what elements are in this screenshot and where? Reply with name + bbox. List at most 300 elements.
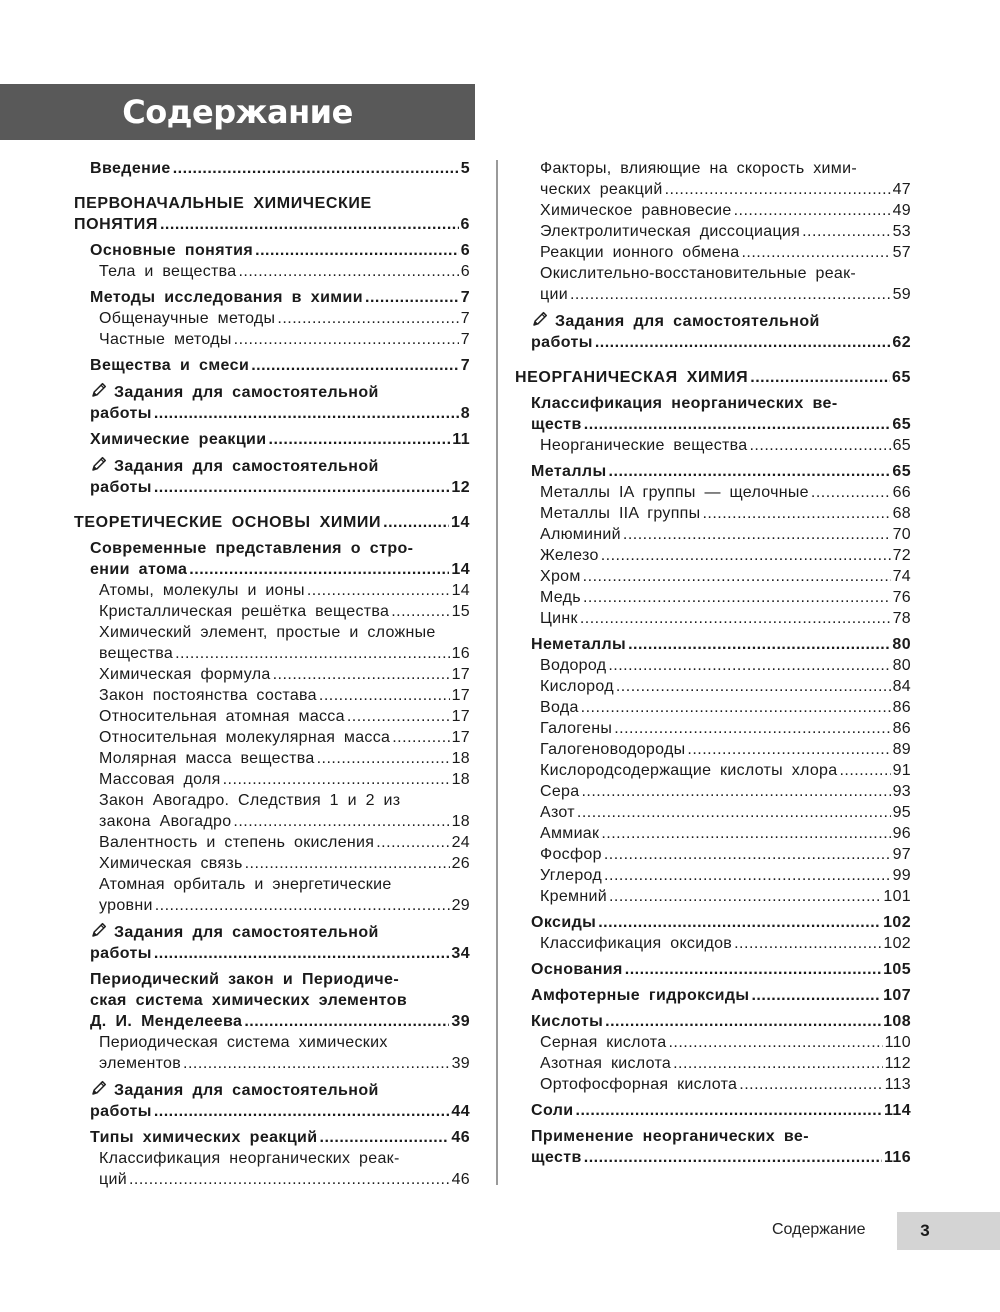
dot-leader — [741, 242, 890, 263]
toc-entry-title-wrap — [540, 676, 614, 697]
toc-entry-row — [540, 587, 911, 608]
toc-entry — [515, 802, 911, 823]
dot-leader — [223, 769, 450, 790]
toc-entry-title-wrap — [90, 287, 363, 308]
toc-entry-page: 7 — [460, 310, 470, 327]
dot-leader — [317, 748, 450, 769]
toc-entry-title: ществ — [531, 1149, 582, 1166]
toc-entry-title: работы — [90, 405, 152, 422]
dot-leader — [244, 1011, 449, 1032]
toc-entry — [74, 685, 470, 706]
toc-entry-title: ении атома — [90, 561, 188, 578]
toc-entry-page: 116 — [883, 1149, 911, 1166]
toc-entry-title: Медь — [540, 589, 581, 606]
toc-entry-title: Относительная атомная масса — [99, 708, 345, 725]
toc-entry-page: 80 — [892, 657, 911, 674]
toc-entry-title: Галогены — [540, 720, 613, 737]
toc-entry-row — [540, 739, 911, 760]
toc-entry-title-text: Задания для самостоятельной — [114, 1082, 379, 1099]
toc-entry-row — [531, 1100, 911, 1121]
toc-entry-title: Неметаллы — [531, 636, 627, 653]
toc-entry-page: 6 — [460, 263, 470, 280]
dot-leader — [668, 1032, 882, 1053]
toc-entry-title: Азот — [540, 804, 575, 821]
dot-leader — [160, 214, 459, 235]
toc-entry-title-wrap — [99, 601, 389, 622]
toc-entry-title: Сера — [540, 783, 580, 800]
toc-entry-title: Химическая связь — [99, 855, 243, 872]
toc-entry-title-line — [74, 193, 470, 214]
toc-entry-title: ческих реакций — [540, 181, 663, 198]
toc-entry-title-line — [90, 1079, 470, 1101]
toc-entry-title: Молярная масса вещества — [99, 750, 315, 767]
toc-entry — [515, 718, 911, 739]
toc-entry-title-text: Закон Авогадро. Следствия 1 и 2 из — [99, 792, 401, 809]
toc-entry-row — [531, 634, 911, 655]
dot-leader — [601, 545, 891, 566]
toc-entry-row — [540, 242, 911, 263]
toc-entry-page: 44 — [451, 1103, 470, 1120]
dot-leader — [277, 308, 458, 329]
toc-entry-title: работы — [90, 1103, 152, 1120]
toc-entry-page: 68 — [892, 505, 911, 522]
dot-leader — [307, 580, 450, 601]
toc-entry-page: 102 — [883, 935, 911, 952]
dot-leader — [608, 655, 890, 676]
dot-leader — [751, 985, 881, 1006]
toc-entry-page: 29 — [451, 897, 470, 914]
toc-entry-page: 6 — [460, 216, 470, 233]
toc-entry-title-line — [540, 263, 911, 284]
toc-entry-title-text: Факторы, влияющие на скорость хими- — [540, 160, 857, 177]
toc-entry — [515, 933, 911, 954]
toc-entry-row — [540, 435, 911, 456]
dot-leader — [233, 811, 449, 832]
toc-entry-page: 76 — [892, 589, 911, 606]
toc-entry-page: 86 — [892, 699, 911, 716]
toc-entry-title-line — [90, 969, 470, 990]
toc-entry-title: Д. И. Менделеева — [90, 1013, 243, 1030]
toc-entry-title: Электролитическая диссоциация — [540, 223, 801, 240]
toc-entry-title: элементов — [99, 1055, 182, 1072]
dot-leader — [383, 512, 449, 533]
toc-entry-title: Основания — [531, 961, 623, 978]
toc-entry-page: 62 — [892, 334, 911, 351]
dot-leader — [811, 482, 891, 503]
toc-entry-title-line — [99, 874, 470, 895]
toc-entry-row — [90, 429, 470, 450]
toc-entry-page: 65 — [892, 416, 911, 433]
toc-entry — [515, 566, 911, 587]
dot-leader — [625, 959, 881, 980]
toc-entry-title-wrap — [540, 566, 581, 587]
toc-entry-row — [74, 214, 470, 235]
dot-leader — [601, 823, 890, 844]
toc-entry-title-wrap — [90, 403, 152, 424]
page-number-box — [897, 1212, 1000, 1250]
toc-entry-title-wrap — [99, 643, 173, 664]
toc-entry-row — [99, 685, 470, 706]
toc-entry-title-wrap — [531, 959, 623, 980]
toc-entry-page: 112 — [884, 1055, 911, 1072]
toc-entry-title-wrap — [531, 1147, 582, 1168]
toc-entry-title-line — [531, 393, 911, 414]
toc-entry-page: 65 — [892, 437, 911, 454]
toc-entry-title-text: Периодическая система химических — [99, 1034, 388, 1051]
toc-entry-title: Вещества и смеси — [90, 357, 250, 374]
toc-entry-page: 78 — [892, 610, 911, 627]
toc-entry-page: 97 — [892, 846, 911, 863]
toc-entry-page: 18 — [451, 771, 470, 788]
toc-entry-title-line — [99, 622, 470, 643]
dot-leader — [581, 697, 891, 718]
toc-entry-title-wrap — [531, 1011, 603, 1032]
toc-entry-title-wrap — [99, 769, 221, 790]
toc-entry-page: 65 — [892, 369, 911, 386]
toc-entry-title: Химическая формула — [99, 666, 271, 683]
toc-entry-row — [90, 355, 470, 376]
toc-entry-title-text: Классификация неорганических ве- — [531, 395, 838, 412]
toc-entry-row — [540, 886, 911, 907]
toc-entry-page: 46 — [451, 1171, 470, 1188]
toc-entry-title: Относительная молекулярная масса — [99, 729, 391, 746]
toc-entry-title-wrap — [540, 587, 581, 608]
toc-entry-title: Фосфор — [540, 846, 602, 863]
page-title: Содержание — [0, 84, 475, 140]
toc-entry — [515, 524, 911, 545]
toc-entry-page: 102 — [883, 914, 911, 931]
dot-leader — [154, 477, 450, 498]
toc-entry-row — [540, 200, 911, 221]
toc-entry-title: ТЕОРЕТИЧЕСКИЕ ОСНОВЫ ХИМИИ — [74, 514, 382, 531]
dot-leader — [365, 287, 459, 308]
toc-entry — [515, 200, 911, 221]
toc-entry-page: 11 — [452, 431, 470, 448]
toc-entry-title-text: Применение неорганических ве- — [531, 1128, 809, 1145]
toc-entry-title-wrap — [99, 1053, 181, 1074]
toc-entry-row — [515, 367, 911, 388]
toc-entry — [74, 240, 470, 261]
dot-leader — [269, 429, 451, 450]
toc-entry-title: ществ — [531, 416, 582, 433]
toc-entry-page: 101 — [883, 888, 911, 905]
toc-entry-title: Кислородсодержащие кислоты хлора — [540, 762, 838, 779]
toc-entry-row — [531, 1011, 911, 1032]
toc-entry-title-wrap — [99, 664, 271, 685]
toc-entry-row — [99, 601, 470, 622]
dot-leader — [154, 943, 450, 964]
toc-entry-page: 17 — [451, 666, 470, 683]
dot-leader — [320, 1127, 450, 1148]
toc-entry-title: Типы химических реакций — [90, 1129, 318, 1146]
toc-entry-title: ПОНЯТИЯ — [74, 216, 158, 233]
dot-leader — [319, 685, 450, 706]
dot-leader — [665, 179, 891, 200]
toc-entry-row — [540, 1053, 911, 1074]
toc-entry-title: Основные понятия — [90, 242, 254, 259]
toc-entry-row — [99, 643, 470, 664]
toc-entry-title-wrap — [540, 200, 732, 221]
toc-entry-title-wrap — [540, 284, 568, 305]
toc-entry-row — [540, 781, 911, 802]
toc-entry-title: Введение — [90, 160, 171, 177]
toc-entry-title-line — [90, 455, 470, 477]
toc-entry — [74, 790, 470, 832]
toc-entry — [515, 221, 911, 242]
toc-entry-title: Кремний — [540, 888, 607, 905]
toc-entry-row — [540, 865, 911, 886]
toc-entry-title-wrap — [90, 355, 249, 376]
toc-entry-title-wrap — [99, 853, 243, 874]
dot-leader — [595, 332, 891, 353]
toc-entry-title-wrap — [99, 895, 153, 916]
toc-entry-title-text: Классификация неорганических реак- — [99, 1150, 400, 1167]
toc-entry-title: Водород — [540, 657, 607, 674]
toc-entry-title: Углерод — [540, 867, 603, 884]
toc-entry-title-text: Атомная орбиталь и энергетические — [99, 876, 392, 893]
toc-entry-row — [540, 844, 911, 865]
toc-entry-page: 96 — [892, 825, 911, 842]
dot-leader — [616, 676, 891, 697]
toc-entry-title-text: Современные представления о стро- — [90, 540, 414, 557]
toc-entry-title-wrap — [99, 706, 345, 727]
toc-entry-row — [99, 1169, 470, 1190]
toc-entry — [515, 912, 911, 933]
dot-leader — [628, 634, 890, 655]
dot-leader — [183, 1053, 450, 1074]
dot-leader — [347, 706, 450, 727]
toc-entry-title-wrap — [99, 811, 231, 832]
toc-entry-page: 99 — [892, 867, 911, 884]
toc-entry-title-wrap — [540, 1074, 737, 1095]
toc-entry-row — [540, 545, 911, 566]
toc-entry-page: 53 — [892, 223, 911, 240]
toc-entry — [74, 308, 470, 329]
toc-entry-title: НЕОРГАНИЧЕСКАЯ ХИМИЯ — [515, 369, 749, 386]
toc-entry-row — [90, 1101, 470, 1122]
toc-entry-row — [90, 403, 470, 424]
toc-entry-title-line — [540, 158, 911, 179]
toc-entry-page: 34 — [451, 945, 470, 962]
dot-leader — [189, 559, 449, 580]
toc-entry-page: 14 — [451, 561, 470, 578]
toc-entry — [74, 622, 470, 664]
toc-entry-title: Химические реакции — [90, 431, 267, 448]
dot-leader — [581, 781, 890, 802]
toc-entry-page: 59 — [892, 286, 911, 303]
toc-entry-title-wrap — [74, 214, 158, 235]
toc-entry-row — [90, 943, 470, 964]
toc-entry-title-wrap — [540, 739, 685, 760]
toc-entry-row — [540, 221, 911, 242]
dot-leader — [583, 566, 891, 587]
toc-entry-row — [99, 308, 470, 329]
toc-entry-page: 7 — [460, 331, 470, 348]
toc-entry-page: 16 — [451, 645, 470, 662]
toc-entry-row — [99, 580, 470, 601]
toc-right-column — [515, 158, 911, 1168]
page-number: 3 — [920, 1221, 930, 1240]
toc-entry — [515, 367, 911, 388]
toc-entry — [515, 655, 911, 676]
toc-entry-page: 17 — [451, 708, 470, 725]
toc-entry — [515, 545, 911, 566]
toc-entry-title-wrap — [540, 760, 837, 781]
toc-entry — [74, 287, 470, 308]
pencil-icon — [531, 310, 549, 328]
toc-entry-title: Алюминий — [540, 526, 621, 543]
toc-entry-title: работы — [90, 479, 152, 496]
toc-entry-row — [540, 503, 911, 524]
toc-entry — [74, 512, 470, 533]
toc-entry-title-wrap — [540, 781, 579, 802]
toc-entry — [515, 823, 911, 844]
toc-entry — [74, 329, 470, 350]
toc-entry-title-text: Задания для самостоятельной — [114, 924, 379, 941]
toc-entry-row — [531, 912, 911, 933]
toc-entry-title: Кристаллическая решётка вещества — [99, 603, 390, 620]
toc-entry-title-wrap — [540, 697, 579, 718]
toc-entry-page: 108 — [883, 1013, 911, 1030]
toc-entry-row — [540, 676, 911, 697]
toc-entry-row — [99, 706, 470, 727]
toc-entry-row — [90, 1011, 470, 1032]
dot-leader — [749, 435, 890, 456]
toc-entry-title: Кислоты — [531, 1013, 604, 1030]
toc-entry-title-wrap — [99, 832, 374, 853]
toc-entry-page: 24 — [451, 834, 470, 851]
toc-entry — [74, 969, 470, 1032]
toc-entry-row — [540, 823, 911, 844]
toc-entry-title-wrap — [90, 943, 152, 964]
dot-leader — [702, 503, 890, 524]
toc-entry-row — [99, 1053, 470, 1074]
toc-entry — [515, 310, 911, 353]
toc-entry-row — [540, 655, 911, 676]
toc-entry-title-wrap — [99, 748, 315, 769]
toc-entry-title-wrap — [531, 1100, 574, 1121]
toc-entry-row — [540, 608, 911, 629]
toc-entry — [515, 959, 911, 980]
toc-entry-title-wrap — [90, 1011, 242, 1032]
toc-entry — [74, 455, 470, 498]
toc-entry-page: 15 — [451, 603, 470, 620]
dot-leader — [173, 158, 459, 179]
toc-left-column — [74, 158, 470, 1190]
toc-entry-title-wrap — [531, 461, 607, 482]
toc-entry-title: Закон постоянства состава — [99, 687, 317, 704]
toc-entry-row — [99, 727, 470, 748]
toc-entry-row — [540, 697, 911, 718]
toc-entry-title: Оксиды — [531, 914, 597, 931]
toc-entry-title-wrap — [515, 367, 748, 388]
pencil-icon — [90, 381, 108, 399]
toc-entry — [74, 580, 470, 601]
dot-leader — [750, 367, 890, 388]
toc-entry — [515, 587, 911, 608]
toc-entry-title: вещества — [99, 645, 174, 662]
toc-entry-title-wrap — [531, 912, 596, 933]
toc-entry-row — [540, 933, 911, 954]
dot-leader — [734, 200, 891, 221]
toc-entry-row — [99, 895, 470, 916]
toc-entry — [74, 921, 470, 964]
toc-entry-title-line — [90, 990, 470, 1011]
toc-entry — [74, 727, 470, 748]
dot-leader — [255, 240, 459, 261]
toc-entry-title: Методы исследования в химии — [90, 289, 364, 306]
toc-entry-row — [540, 482, 911, 503]
toc-entry — [74, 664, 470, 685]
toc-entry-title-wrap — [74, 512, 381, 533]
dot-leader — [598, 912, 881, 933]
toc-entry-row — [90, 287, 470, 308]
dot-leader — [245, 853, 450, 874]
toc-entry-row — [531, 1147, 911, 1168]
toc-entry-title-wrap — [90, 1101, 152, 1122]
toc-entry-page: 17 — [451, 729, 470, 746]
toc-entry — [515, 886, 911, 907]
toc-entry-title-line — [99, 790, 470, 811]
toc-entry — [74, 158, 470, 179]
toc-entry-title-line — [99, 1032, 470, 1053]
toc-entry — [515, 461, 911, 482]
toc-entry-page: 66 — [892, 484, 911, 501]
toc-entry — [74, 355, 470, 376]
toc-entry-row — [540, 284, 911, 305]
dot-leader — [570, 284, 891, 305]
toc-entry-row — [99, 261, 470, 282]
toc-entry — [74, 853, 470, 874]
toc-entry-title: работы — [531, 334, 593, 351]
toc-entry-row — [90, 559, 470, 580]
toc-entry — [515, 760, 911, 781]
toc-entry-page: 80 — [892, 636, 911, 653]
toc-entry-title: Металлы — [531, 463, 607, 480]
toc-entry-title-text: Задания для самостоятельной — [555, 313, 820, 330]
toc-entry-page: 46 — [451, 1129, 470, 1146]
toc-entry-title: Металлы IA группы — щелочные — [540, 484, 809, 501]
toc-entry-page: 26 — [451, 855, 470, 872]
toc-entry — [515, 697, 911, 718]
toc-entry — [74, 874, 470, 916]
toc-entry-title-wrap — [540, 179, 663, 200]
toc-entry-title: уровни — [99, 897, 153, 914]
toc-entry-row — [540, 566, 911, 587]
toc-entry-row — [540, 1032, 911, 1053]
dot-leader — [583, 587, 891, 608]
toc-entry-title: Металлы IIA группы — [540, 505, 701, 522]
toc-entry — [74, 1079, 470, 1122]
dot-leader — [605, 1011, 881, 1032]
toc-entry-title-wrap — [531, 414, 582, 435]
toc-entry-page: 93 — [892, 783, 911, 800]
dot-leader — [580, 608, 891, 629]
dot-leader — [802, 221, 890, 242]
toc-entry-page: 14 — [451, 582, 470, 599]
toc-entry-title-wrap — [99, 329, 232, 350]
toc-entry-title-wrap — [90, 158, 171, 179]
footer-label: Содержание — [772, 1221, 866, 1238]
toc-entry — [515, 739, 911, 760]
toc-entry-title-line — [90, 381, 470, 403]
toc-entry-title-wrap — [99, 727, 390, 748]
toc-entry — [74, 1127, 470, 1148]
toc-entry — [515, 158, 911, 200]
dot-leader — [839, 760, 890, 781]
toc-entry-title-wrap — [540, 482, 809, 503]
dot-leader — [154, 403, 459, 424]
